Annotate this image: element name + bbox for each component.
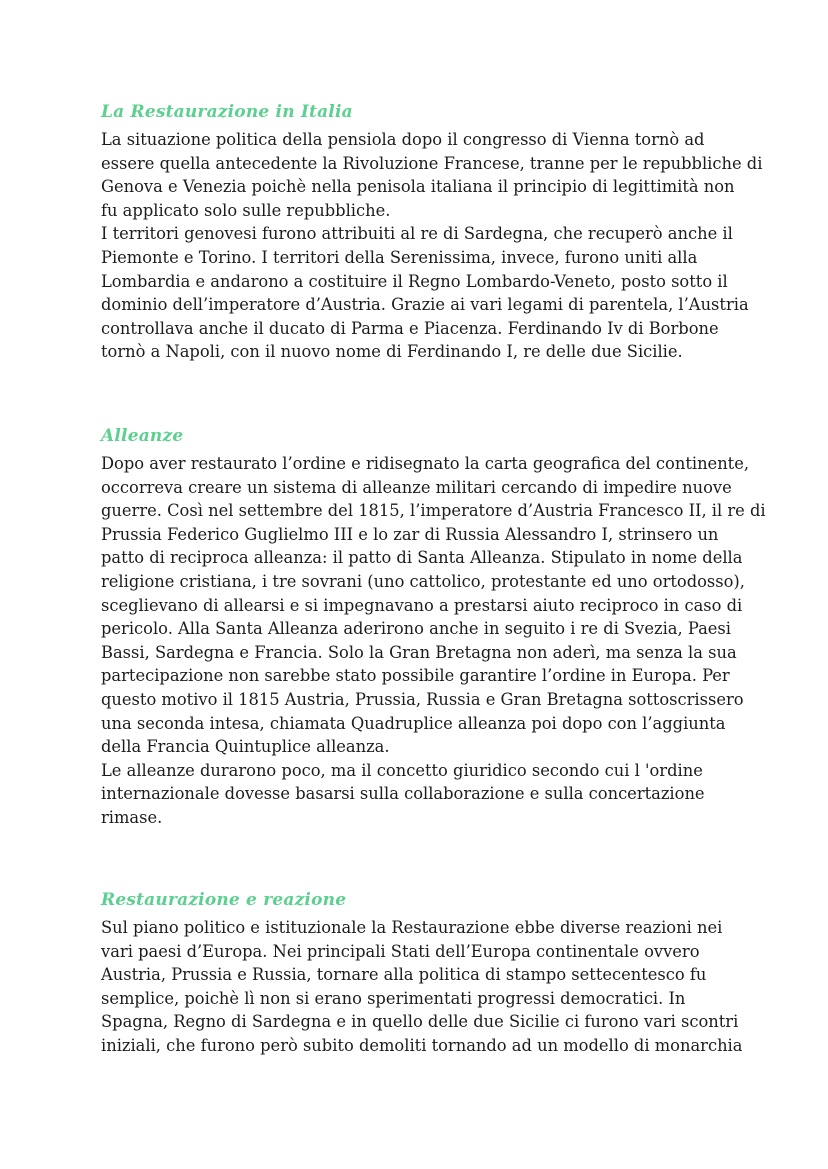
text-line: I territori genovesi furono attribuiti al re di Sardegna, che recuperò anche il: [101, 224, 733, 244]
text-line: Austria, Prussia e Russia, tornare alla politica di stampo settecentesco fu: [101, 965, 707, 985]
text-line: sceglievano di allearsi e si impegnavano a prestarsi aiuto reciproco in caso di: [101, 595, 743, 615]
text-line: Dopo aver restaurato l’ordine e ridisegnato la carta geografica del continente,: [101, 454, 750, 473]
text-line: Sul piano politico e istituzionale la Restaurazione ebbe diverse reazioni nei: [101, 918, 723, 937]
text-line: rimase.: [101, 807, 163, 827]
text-line: tornò a Napoli, con il nuovo nome di Ferdinando I, re delle due Sicilie.: [101, 342, 683, 362]
text-line: Prussia Federico Guglielmo III e lo zar di Russia Alessandro I, strinsero un: [101, 524, 719, 544]
text-line: vari paesi d’Europa. Nei principali Stati dell’Europa continentale ovvero: [101, 941, 700, 961]
text-line: della Francia Quintuplice alleanza.: [101, 737, 390, 757]
section-heading: Restaurazione e reazione: [101, 890, 347, 910]
text-line: dominio dell’imperatore d’Austria. Grazie ai vari legami di parentela, l’Austria: [101, 295, 749, 315]
section-paragraph: [101, 452, 766, 830]
section-heading: La Restaurazione in Italia: [101, 102, 353, 122]
section-restaurazione-in-italia: [101, 100, 761, 364]
text-line: Piemonte e Torino. I territori della Serenissima, invece, furono uniti alla: [101, 247, 698, 267]
text-line: Spagna, Regno di Sardegna e in quello delle due Sicilie ci furono vari scontri: [101, 1012, 739, 1032]
text-line: religione cristiana, i tre sovrani (uno cattolico, protestante ed uno ortodosso),: [101, 571, 745, 591]
section-restaurazione-e-reazione: [101, 888, 761, 1058]
text-line: semplice, poichè lì non si erano sperimentati progressi democratici. In: [101, 988, 686, 1008]
text-line: guerre. Così nel settembre del 1815, l’imperatore d’Austria Francesco II, il re di: [101, 501, 766, 521]
text-line: Lombardia e andarono a costituire il Regno Lombardo-Veneto, posto sotto il: [101, 271, 728, 291]
text-line: La situazione politica della pensiola dopo il congresso di Vienna tornò ad: [101, 130, 705, 149]
text-line: una seconda intesa, chiamata Quadruplice alleanza poi dopo con l’aggiunta: [101, 713, 726, 733]
text-line: occorreva creare un sistema di alleanze militari cercando di impedire nuove: [101, 477, 732, 497]
text-line: Genova e Venezia poichè nella penisola italiana il principio di legittimità non: [101, 177, 735, 197]
text-line: Bassi, Sardegna e Francia. Solo la Gran Bretagna non aderì, ma senza la sua: [101, 642, 737, 662]
text-line: controllava anche il ducato di Parma e Piacenza. Ferdinando Iv di Borbone: [101, 318, 719, 338]
text-line: essere quella antecedente la Rivoluzione Francese, tranne per le repubbliche di: [101, 153, 763, 173]
section-heading: Alleanze: [101, 426, 184, 446]
text-line: iniziali, che furono però subito demoliti tornando ad un modello di monarchia: [101, 1035, 743, 1055]
text-line: internazionale dovesse basarsi sulla collaborazione e sulla concertazione: [101, 784, 705, 804]
text-line: fu applicato solo sulle repubbliche.: [101, 200, 391, 220]
section-alleanze: [101, 424, 766, 830]
section-paragraph: [101, 128, 761, 364]
text-line: partecipazione non sarebbe stato possibile garantire l’ordine in Europa. Per: [101, 666, 730, 686]
section-paragraph: [101, 916, 761, 1058]
text-line: Le alleanze durarono poco, ma il concetto giuridico secondo cui l 'ordine: [101, 760, 703, 780]
text-line: questo motivo il 1815 Austria, Prussia, Russia e Gran Bretagna sottoscrissero: [101, 689, 744, 709]
text-line: pericolo. Alla Santa Alleanza aderirono anche in seguito i re di Svezia, Paesi: [101, 619, 731, 639]
text-line: patto di reciproca alleanza: il patto di Santa Alleanza. Stipulato in nome della: [101, 548, 743, 568]
